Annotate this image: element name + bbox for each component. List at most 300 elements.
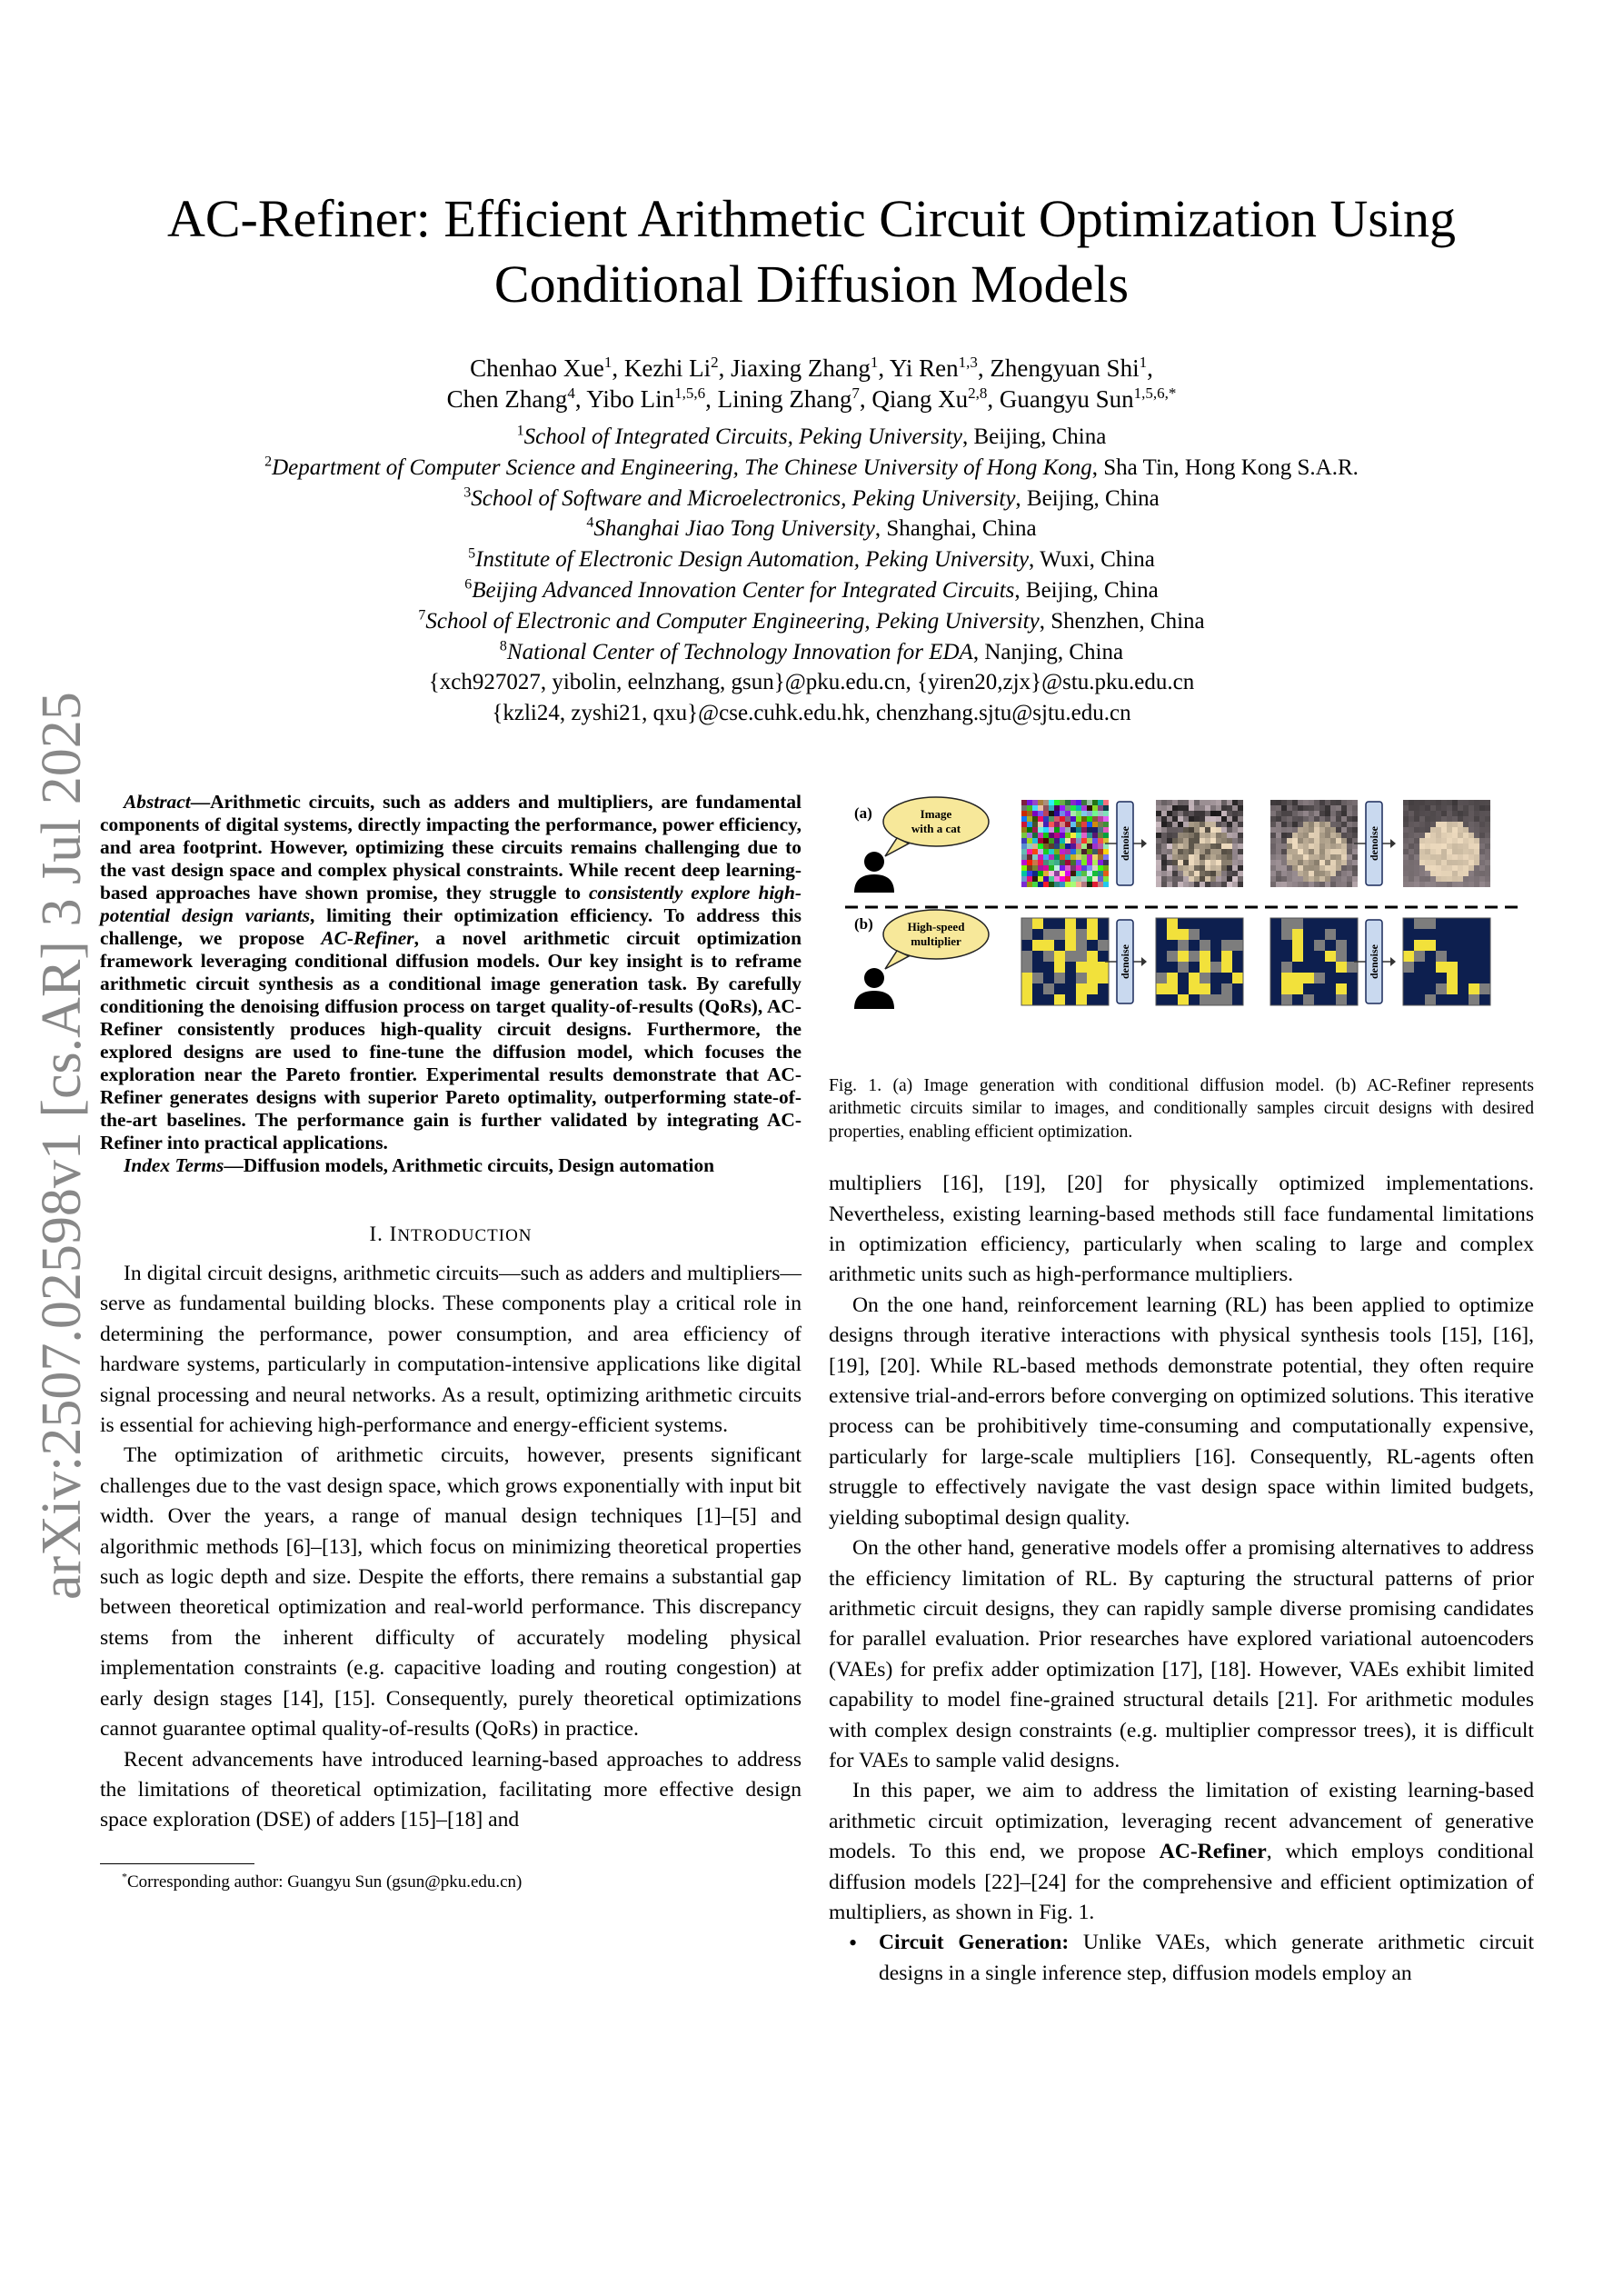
pixel	[1205, 849, 1210, 854]
pixel	[1270, 849, 1276, 854]
grid-cell	[1021, 929, 1032, 940]
pixel	[1043, 800, 1049, 805]
pixel	[1479, 800, 1485, 805]
grid-cell	[1054, 929, 1065, 940]
pixel	[1414, 882, 1419, 887]
pixel	[1161, 871, 1167, 876]
pixel	[1347, 827, 1352, 833]
affiliation-line	[91, 544, 1532, 575]
pixel	[1298, 871, 1303, 876]
pixel	[1098, 849, 1103, 854]
pixel	[1043, 865, 1049, 871]
grid-cell	[1292, 929, 1303, 940]
pixel	[1352, 876, 1358, 882]
pixel	[1032, 871, 1038, 876]
pixel	[1425, 871, 1430, 876]
pixel	[1469, 827, 1474, 833]
pixel	[1216, 865, 1221, 871]
pixel	[1458, 882, 1463, 887]
pixel	[1447, 827, 1452, 833]
pixel	[1452, 844, 1458, 849]
pixel	[1103, 833, 1109, 838]
pixel	[1098, 811, 1103, 816]
pixel	[1419, 805, 1425, 811]
pixel	[1325, 876, 1330, 882]
pixel	[1092, 860, 1098, 865]
pixel	[1336, 860, 1341, 865]
grid-cell	[1292, 973, 1303, 983]
pixel	[1458, 833, 1463, 838]
pixel	[1441, 849, 1447, 854]
pixel	[1238, 865, 1243, 871]
pixel	[1200, 822, 1205, 827]
grid-cell	[1232, 973, 1243, 983]
pixel	[1419, 876, 1425, 882]
grid-cell	[1436, 951, 1447, 962]
pixel	[1054, 838, 1060, 844]
pixel	[1156, 871, 1161, 876]
pixel	[1458, 876, 1463, 882]
pixel	[1403, 876, 1409, 882]
pixel	[1330, 838, 1336, 844]
pixel	[1087, 827, 1092, 833]
grid-cell	[1200, 994, 1210, 1005]
pixel	[1238, 833, 1243, 838]
pixel	[1070, 865, 1076, 871]
pixel	[1049, 805, 1054, 811]
pixel	[1409, 876, 1414, 882]
pixel	[1038, 805, 1043, 811]
pixel	[1352, 827, 1358, 833]
pixel	[1194, 805, 1200, 811]
pixel	[1076, 849, 1081, 854]
pixel	[1330, 849, 1336, 854]
pixel	[1479, 849, 1485, 854]
pixel	[1038, 865, 1043, 871]
pixel	[1216, 833, 1221, 838]
pixel	[1319, 811, 1325, 816]
pixel	[1287, 816, 1292, 822]
pixel	[1281, 838, 1287, 844]
pixel	[1032, 849, 1038, 854]
pixel	[1092, 865, 1098, 871]
pixel	[1419, 827, 1425, 833]
pixel	[1081, 805, 1087, 811]
pixel	[1210, 822, 1216, 827]
pixel	[1043, 811, 1049, 816]
pixel	[1161, 849, 1167, 854]
affiliation-line	[91, 514, 1532, 544]
pixel	[1409, 871, 1414, 876]
index-terms	[100, 1154, 802, 1177]
grid-cell	[1076, 929, 1087, 940]
pixel	[1430, 871, 1436, 876]
pixel	[1156, 849, 1161, 854]
pixel	[1032, 827, 1038, 833]
pixel	[1319, 822, 1325, 827]
grid-cell	[1076, 973, 1087, 983]
footnote-rule	[100, 1863, 254, 1864]
pixel	[1076, 882, 1081, 887]
pixel	[1309, 822, 1314, 827]
pixel	[1414, 849, 1419, 854]
pixel	[1474, 865, 1479, 871]
pixel	[1200, 865, 1205, 871]
pixel	[1054, 833, 1060, 838]
pixel	[1087, 811, 1092, 816]
pixel	[1430, 811, 1436, 816]
pixel	[1292, 822, 1298, 827]
pixel	[1194, 833, 1200, 838]
grid-cell	[1032, 940, 1043, 951]
pixel	[1303, 882, 1309, 887]
pixel	[1330, 860, 1336, 865]
right-paragraph-3: On the other hand, generative models offer a promising alternatives to address the efficiency limitation of RL. By capturing the structural patterns of prior arithmetic circuit designs, they can rapidly sample diverse promising candidates for parallel evaluation. Prior researches have explored variational autoencoders (VAEs) for prefix adder optimization [17], [18]. However, VAEs exhibit limited capability to model fine-grained structural details [21]. For arithmetic modules with complex design constraints (e.g. multiplier compressor trees), it is difficult for VAEs to sample valid designs.	[829, 1536, 1534, 1772]
pixel	[1194, 865, 1200, 871]
pixel	[1189, 816, 1194, 822]
affiliation-location: , Shanghai, China	[874, 516, 1037, 542]
pixel	[1038, 838, 1043, 844]
pixel	[1441, 816, 1447, 822]
grid-cell	[1065, 929, 1076, 940]
pixel	[1178, 844, 1183, 849]
pixel	[1479, 865, 1485, 871]
pixel	[1172, 844, 1178, 849]
pixel	[1032, 844, 1038, 849]
pixel	[1065, 871, 1070, 876]
pixel	[1172, 822, 1178, 827]
grid-cell	[1032, 973, 1043, 983]
pixel	[1314, 811, 1319, 816]
pixel	[1314, 865, 1319, 871]
pixel	[1485, 800, 1490, 805]
grid-cell	[1425, 918, 1436, 929]
pixel	[1098, 838, 1103, 844]
pixel	[1081, 849, 1087, 854]
pixel	[1161, 854, 1167, 860]
pixel	[1436, 816, 1441, 822]
pixel	[1227, 838, 1232, 844]
pixel	[1205, 827, 1210, 833]
pixel	[1087, 805, 1092, 811]
pixel	[1463, 882, 1469, 887]
grid-cell	[1076, 940, 1087, 951]
pixel	[1352, 805, 1358, 811]
pixel	[1414, 827, 1419, 833]
pixel	[1314, 854, 1319, 860]
pixel	[1409, 816, 1414, 822]
pixel	[1341, 882, 1347, 887]
pixel	[1200, 833, 1205, 838]
author-name: Qiang Xu	[871, 385, 969, 413]
circuit-grid-image	[1270, 918, 1358, 1005]
pixel	[1314, 805, 1319, 811]
author-name: Chenhao Xue	[470, 354, 604, 382]
pixel	[1298, 854, 1303, 860]
pixel	[1205, 882, 1210, 887]
grid-cell	[1281, 983, 1292, 994]
p4-bold: AC-Refiner	[1159, 1840, 1267, 1864]
pixel	[1227, 822, 1232, 827]
pixel	[1352, 849, 1358, 854]
pixel	[1060, 844, 1065, 849]
grid-cell	[1021, 994, 1032, 1005]
pixel	[1281, 811, 1287, 816]
pixel	[1238, 876, 1243, 882]
pixel	[1200, 844, 1205, 849]
pixel	[1403, 811, 1409, 816]
grid-cell	[1403, 962, 1414, 973]
pixel	[1076, 833, 1081, 838]
pixel	[1183, 871, 1189, 876]
pixel	[1430, 800, 1436, 805]
affiliation-line	[91, 606, 1532, 637]
pixel	[1485, 827, 1490, 833]
pixel	[1221, 882, 1227, 887]
pixel	[1161, 833, 1167, 838]
pixel	[1087, 838, 1092, 844]
pixel	[1021, 800, 1027, 805]
pixel	[1309, 854, 1314, 860]
pixel	[1276, 800, 1281, 805]
pixel	[1352, 854, 1358, 860]
pixel	[1216, 860, 1221, 865]
diffusion-image	[1403, 800, 1490, 887]
pixel	[1060, 838, 1065, 844]
affiliation-sup: 7	[418, 607, 426, 624]
pixel	[1441, 854, 1447, 860]
pixel	[1303, 827, 1309, 833]
pixel	[1183, 800, 1189, 805]
pixel	[1049, 800, 1054, 805]
pixel	[1070, 854, 1076, 860]
grid-cell	[1098, 940, 1109, 951]
pixel	[1027, 844, 1032, 849]
pixel	[1469, 865, 1474, 871]
pixel	[1319, 860, 1325, 865]
pixel	[1330, 827, 1336, 833]
affiliation-line	[91, 637, 1532, 668]
pixel	[1183, 876, 1189, 882]
pixel	[1189, 800, 1194, 805]
grid-cell	[1098, 973, 1109, 983]
pixel	[1065, 822, 1070, 827]
pixel	[1341, 822, 1347, 827]
pixel	[1167, 849, 1172, 854]
denoise-label: denoise	[1368, 825, 1380, 862]
pixel	[1161, 882, 1167, 887]
pixel	[1479, 876, 1485, 882]
pixel	[1232, 876, 1238, 882]
pixel	[1441, 833, 1447, 838]
pixel	[1287, 860, 1292, 865]
pixel	[1336, 805, 1341, 811]
pixel	[1183, 865, 1189, 871]
pixel	[1474, 827, 1479, 833]
pixel	[1232, 882, 1238, 887]
pixel	[1309, 816, 1314, 822]
pixel	[1330, 805, 1336, 811]
pixel	[1425, 838, 1430, 844]
pixel	[1287, 838, 1292, 844]
pixel	[1156, 833, 1161, 838]
pixel	[1341, 865, 1347, 871]
pixel	[1314, 800, 1319, 805]
author-separator: ,	[987, 385, 1000, 413]
pixel	[1081, 882, 1087, 887]
affiliation-sup: 8	[499, 638, 507, 654]
pixel	[1049, 854, 1054, 860]
pixel	[1070, 838, 1076, 844]
pixel	[1054, 854, 1060, 860]
pixel	[1021, 833, 1027, 838]
pixel	[1221, 833, 1227, 838]
pixel	[1436, 871, 1441, 876]
pixel	[1189, 827, 1194, 833]
pixel	[1232, 816, 1238, 822]
pixel	[1092, 827, 1098, 833]
pixel	[1341, 871, 1347, 876]
pixel	[1447, 876, 1452, 882]
pixel	[1270, 833, 1276, 838]
pixel	[1156, 844, 1161, 849]
pixel	[1194, 871, 1200, 876]
pixel	[1309, 800, 1314, 805]
figure-1-graphic	[829, 791, 1534, 1063]
pixel	[1049, 827, 1054, 833]
pixel	[1065, 849, 1070, 854]
pixel	[1200, 838, 1205, 844]
pixel	[1309, 849, 1314, 854]
pixel	[1352, 833, 1358, 838]
pixel	[1189, 882, 1194, 887]
pixel	[1092, 876, 1098, 882]
pixel	[1403, 871, 1409, 876]
pixel	[1292, 865, 1298, 871]
pixel	[1319, 838, 1325, 844]
pixel	[1092, 838, 1098, 844]
pixel	[1485, 833, 1490, 838]
pixel	[1098, 805, 1103, 811]
pixel	[1032, 854, 1038, 860]
pixel	[1452, 854, 1458, 860]
pixel	[1060, 827, 1065, 833]
pixel	[1167, 865, 1172, 871]
pixel	[1172, 816, 1178, 822]
pixel	[1425, 816, 1430, 822]
pixel	[1238, 871, 1243, 876]
pixel	[1081, 865, 1087, 871]
pixel	[1081, 800, 1087, 805]
pixel	[1352, 860, 1358, 865]
grid-cell	[1479, 983, 1490, 994]
pixel	[1352, 882, 1358, 887]
pixel	[1409, 838, 1414, 844]
left-column	[100, 791, 802, 1893]
pixel	[1081, 816, 1087, 822]
grid-cell	[1167, 918, 1178, 929]
affiliation-location: , Beijing, China	[1015, 485, 1160, 511]
pixel	[1021, 860, 1027, 865]
pixel	[1325, 800, 1330, 805]
pixel	[1038, 844, 1043, 849]
pixel	[1021, 865, 1027, 871]
pixel	[1485, 811, 1490, 816]
pixel	[1463, 871, 1469, 876]
pixel	[1325, 816, 1330, 822]
pixel	[1178, 882, 1183, 887]
pixel	[1232, 811, 1238, 816]
pixel	[1474, 833, 1479, 838]
pixel	[1292, 860, 1298, 865]
pixel	[1447, 838, 1452, 844]
affiliation-institution: Beijing Advanced Innovation Center for Integrated Circuits	[472, 577, 1015, 603]
grid-cell	[1189, 951, 1200, 962]
pixel	[1070, 827, 1076, 833]
affiliation-list	[91, 422, 1532, 729]
pixel	[1287, 882, 1292, 887]
pixel	[1281, 876, 1287, 882]
pixel	[1205, 816, 1210, 822]
row-a-images	[1021, 800, 1490, 887]
pixel	[1436, 844, 1441, 849]
pixel	[1479, 844, 1485, 849]
pixel	[1414, 854, 1419, 860]
pixel	[1347, 833, 1352, 838]
pixel	[1287, 800, 1292, 805]
pixel	[1049, 822, 1054, 827]
pixel	[1221, 854, 1227, 860]
pixel	[1403, 816, 1409, 822]
pixel	[1469, 876, 1474, 882]
pixel	[1092, 811, 1098, 816]
pixel	[1309, 871, 1314, 876]
pixel	[1347, 849, 1352, 854]
pixel	[1281, 865, 1287, 871]
pixel	[1287, 854, 1292, 860]
pixel	[1172, 800, 1178, 805]
pixel	[1441, 882, 1447, 887]
pixel	[1298, 822, 1303, 827]
pixel	[1216, 805, 1221, 811]
pixel	[1098, 854, 1103, 860]
pixel	[1463, 822, 1469, 827]
pixel	[1032, 800, 1038, 805]
pixel	[1452, 860, 1458, 865]
author-name: Guangyu Sun	[999, 385, 1134, 413]
pixel	[1447, 871, 1452, 876]
pixel	[1194, 838, 1200, 844]
pixel	[1352, 816, 1358, 822]
pixel	[1087, 860, 1092, 865]
pixel	[1076, 811, 1081, 816]
pixel	[1330, 800, 1336, 805]
pixel	[1469, 811, 1474, 816]
pixel	[1403, 882, 1409, 887]
pixel	[1479, 805, 1485, 811]
pixel	[1167, 854, 1172, 860]
pixel	[1303, 816, 1309, 822]
pixel	[1103, 844, 1109, 849]
pixel	[1210, 876, 1216, 882]
pixel	[1347, 816, 1352, 822]
pixel	[1232, 844, 1238, 849]
grid-cell	[1336, 994, 1347, 1005]
affiliation-institution: Shanghai Jiao Tong University	[593, 516, 875, 542]
pixel	[1076, 822, 1081, 827]
pixel	[1458, 822, 1463, 827]
pixel	[1194, 811, 1200, 816]
